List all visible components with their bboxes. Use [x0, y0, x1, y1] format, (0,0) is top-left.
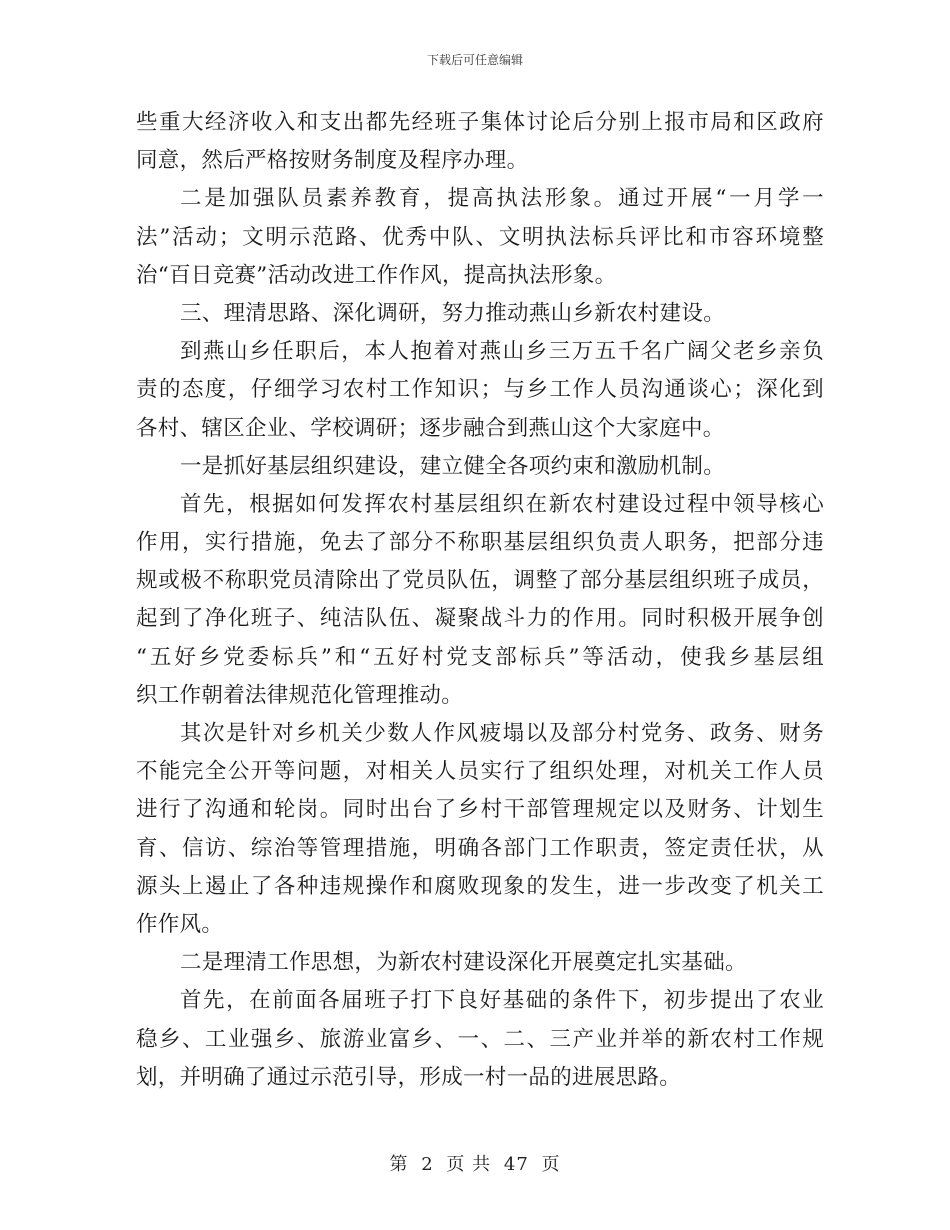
text-line: 织工作朝着法律规范化管理推动。 — [136, 682, 464, 708]
page-header — [0, 52, 950, 68]
text-line: 其次是针对乡机关少数人作风疲塌以及部分村党务、政务、财务 — [180, 721, 824, 746]
text-line: 规或极不称职党员清除出了党员队伍，调整了部分基层组织班子成员， — [136, 568, 824, 594]
text-line: 三、理清思路、深化调研，努力推动燕山乡新农村建设。 — [180, 300, 726, 326]
footer-total-pages: 47 — [503, 1154, 529, 1175]
text-line: 同意，然后严格按财务制度及程序办理。 — [136, 148, 529, 174]
page-footer — [0, 1153, 950, 1177]
text-line: 到燕山乡任职后，本人抱着对燕山乡三万五千名广阔父老乡亲负 — [180, 339, 824, 365]
text-line: 不能完全公开等问题，对相关人员实行了组织处理，对机关工作人员 — [136, 759, 824, 785]
text-line: 法”活动；文明示范路、优秀中队、文明执法标兵评比和市容环境整 — [136, 224, 824, 250]
footer-middle: 页 共 — [446, 1154, 492, 1175]
text-line: 二是理清工作思想，为新农村建设深化开展奠定扎实基础。 — [180, 950, 747, 976]
text-line: 二是加强队员素养教育，提高执法形象。通过开展“一月学一 — [180, 186, 824, 212]
text-line: 首先，在前面各届班子打下良好基础的条件下，初步提出了农业 — [180, 988, 824, 1014]
text-line: 作用，实行措施，免去了部分不称职基层组织负责人职务，把部分违 — [136, 530, 824, 556]
footer-suffix: 页 — [541, 1154, 561, 1175]
text-line: 源头上遏止了各种违规操作和腐败现象的发生，进一步改变了机关工 — [136, 873, 824, 899]
text-line: 育、信访、综治等管理措施，明确各部门工作职责，签定责任状，从 — [136, 835, 824, 861]
text-line: 一是抓好基层组织建设，建立健全各项约束和激励机制。 — [180, 453, 726, 479]
document-body — [136, 104, 824, 1097]
text-line: 稳乡、工业强乡、旅游业富乡、一、二、三产业并举的新农村工作规 — [136, 1026, 824, 1052]
text-line: 划，并明确了通过示范引导，形成一村一品的进展思路。 — [136, 1064, 682, 1090]
footer-prefix: 第 — [389, 1154, 409, 1175]
text-line: 责的态度，仔细学习农村工作知识；与乡工作人员沟通谈心；深化到 — [136, 377, 824, 403]
text-line: 首先，根据如何发挥农村基层组织在新农村建设过程中领导核心 — [180, 491, 824, 517]
footer-page-number: 2 — [421, 1154, 434, 1175]
text-line: 进行了沟通和轮岗。同时出台了乡村干部管理规定以及财务、计划生 — [136, 797, 824, 823]
text-line: 各村、辖区企业、学校调研；逐步融合到燕山这个大家庭中。 — [136, 415, 725, 441]
header-note: 下载后可任意编辑 — [426, 53, 523, 67]
text-line: 起到了净化班子、纯洁队伍、凝聚战斗力的作用。同时积极开展争创 — [136, 606, 824, 632]
text-line: 些重大经济收入和支出都先经班子集体讨论后分别上报市局和区政府 — [136, 110, 824, 135]
text-line: “五好乡党委标兵”和“五好村党支部标兵”等活动，使我乡基层组 — [136, 644, 824, 670]
text-line: 治“百日竞赛”活动改进工作作风，提高执法形象。 — [136, 262, 617, 288]
text-line: 作作风。 — [136, 911, 224, 937]
